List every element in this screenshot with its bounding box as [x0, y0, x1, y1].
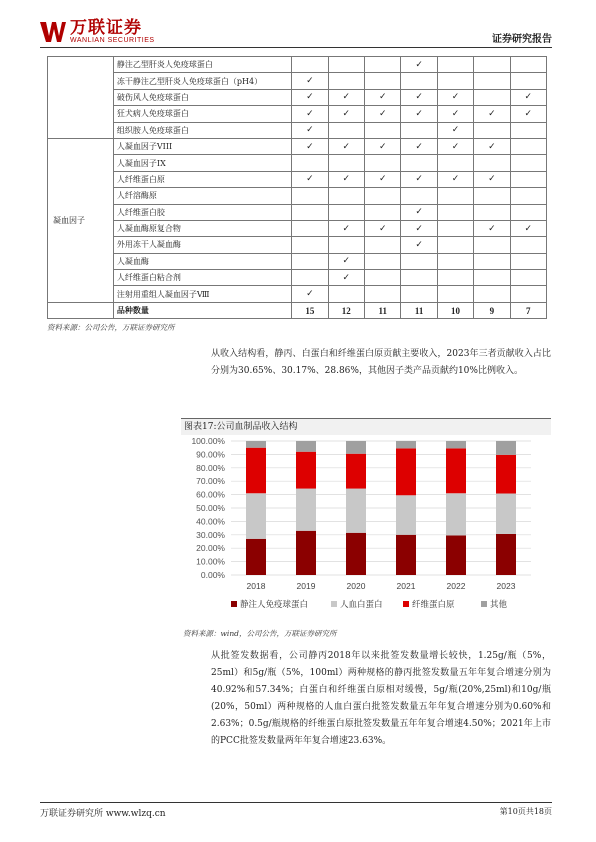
- bar-segment: [446, 493, 466, 535]
- check-cell: [401, 270, 437, 286]
- check-cell: ✓: [292, 171, 328, 187]
- check-cell: [328, 122, 364, 138]
- check-cell: [474, 188, 510, 204]
- check-cell: [510, 138, 546, 154]
- check-cell: ✓: [328, 270, 364, 286]
- check-cell: ✓: [401, 57, 437, 73]
- total-count-cell: 9: [474, 302, 510, 318]
- check-cell: [474, 237, 510, 253]
- check-cell: [365, 253, 401, 269]
- table-row: [48, 73, 547, 89]
- product-name-cell: 人凝血酶原复合物: [113, 220, 291, 236]
- check-cell: ✓: [510, 106, 546, 122]
- check-cell: [401, 155, 437, 171]
- check-cell: [510, 57, 546, 73]
- product-table: [47, 56, 547, 319]
- bar-segment: [396, 448, 416, 495]
- check-cell: [474, 122, 510, 138]
- check-cell: [474, 73, 510, 89]
- table-row: [48, 220, 547, 236]
- header-divider: [40, 47, 552, 48]
- check-cell: ✓: [328, 106, 364, 122]
- product-name-cell: 组织胺人免疫球蛋白: [113, 122, 291, 138]
- figure-title: 图表17:公司血制品收入结构: [181, 418, 551, 435]
- product-name-cell: 人凝血酶: [113, 253, 291, 269]
- check-cell: ✓: [401, 204, 437, 220]
- check-cell: ✓: [292, 122, 328, 138]
- logo-mark-icon: [40, 20, 66, 44]
- x-tick-label: 2019: [296, 581, 316, 591]
- check-cell: [510, 270, 546, 286]
- bar-segment: [446, 441, 466, 448]
- table-row: [48, 253, 547, 269]
- y-tick-label: 30.00%: [196, 529, 225, 540]
- check-cell: [328, 155, 364, 171]
- check-cell: ✓: [365, 220, 401, 236]
- y-tick-label: 80.00%: [196, 462, 225, 473]
- check-cell: [510, 237, 546, 253]
- check-cell: [510, 286, 546, 302]
- x-tick-label: 2023: [496, 581, 516, 591]
- check-cell: [365, 122, 401, 138]
- check-cell: ✓: [510, 89, 546, 105]
- table-row: [48, 155, 547, 171]
- table-row: [48, 122, 547, 138]
- report-type-label: 证券研究报告: [492, 34, 552, 45]
- table-row: [48, 270, 547, 286]
- bar-segment: [296, 441, 316, 452]
- check-cell: [365, 188, 401, 204]
- check-cell: [401, 286, 437, 302]
- check-cell: [510, 204, 546, 220]
- total-row: [48, 302, 547, 318]
- logo-en-text: WANLIAN SECURITIES: [70, 37, 155, 44]
- check-cell: [328, 57, 364, 73]
- legend-swatch: [481, 601, 487, 607]
- check-cell: ✓: [365, 89, 401, 105]
- check-cell: ✓: [401, 220, 437, 236]
- check-cell: [437, 57, 473, 73]
- check-cell: ✓: [437, 122, 473, 138]
- footer-divider: [40, 802, 552, 803]
- check-cell: ✓: [365, 138, 401, 154]
- x-tick-label: 2018: [246, 581, 266, 591]
- check-cell: [474, 204, 510, 220]
- check-cell: ✓: [437, 171, 473, 187]
- product-name-cell: 人纤维蛋白原: [113, 171, 291, 187]
- check-cell: [437, 188, 473, 204]
- check-cell: ✓: [401, 237, 437, 253]
- check-cell: [474, 270, 510, 286]
- product-name-cell: 冻干静注乙型肝炎人免疫球蛋白（pH4）: [113, 73, 291, 89]
- check-cell: [292, 253, 328, 269]
- bar-segment: [446, 535, 466, 575]
- product-name-cell: 狂犬病人免疫球蛋白: [113, 106, 291, 122]
- table-source-note: 资料来源：公司公告，万联证券研究所: [47, 323, 175, 332]
- check-cell: ✓: [365, 171, 401, 187]
- check-cell: [292, 270, 328, 286]
- group-cell: [48, 57, 114, 139]
- check-cell: [365, 237, 401, 253]
- check-cell: ✓: [437, 138, 473, 154]
- check-cell: [401, 188, 437, 204]
- check-cell: [437, 253, 473, 269]
- bar-segment: [496, 534, 516, 575]
- bar-segment: [446, 448, 466, 493]
- bar-segment: [346, 533, 366, 575]
- legend-label: 静注人免疫球蛋白: [240, 600, 309, 610]
- check-cell: [328, 73, 364, 89]
- check-cell: ✓: [474, 220, 510, 236]
- product-name-cell: 人凝血因子VIII: [113, 138, 291, 154]
- check-cell: [437, 286, 473, 302]
- y-tick-label: 40.00%: [196, 516, 225, 527]
- check-cell: [365, 270, 401, 286]
- legend-swatch: [403, 601, 409, 607]
- check-cell: [292, 237, 328, 253]
- check-cell: [365, 204, 401, 220]
- legend-label: 其他: [490, 600, 508, 610]
- page-number: 第10页共18页: [499, 807, 552, 816]
- check-cell: ✓: [474, 171, 510, 187]
- table-row: [48, 57, 547, 73]
- bar-segment: [396, 441, 416, 448]
- legend-swatch: [331, 601, 337, 607]
- total-count-cell: 15: [292, 302, 328, 318]
- bar-segment: [246, 493, 266, 539]
- total-count-cell: 12: [328, 302, 364, 318]
- check-cell: ✓: [401, 171, 437, 187]
- check-cell: [510, 253, 546, 269]
- legend-swatch: [231, 601, 237, 607]
- check-cell: [292, 155, 328, 171]
- x-tick-label: 2022: [446, 581, 466, 591]
- check-cell: [474, 253, 510, 269]
- table-row: [48, 138, 547, 154]
- check-cell: [510, 122, 546, 138]
- check-cell: [474, 155, 510, 171]
- table-row: [48, 237, 547, 253]
- y-tick-label: 50.00%: [196, 503, 225, 513]
- check-cell: ✓: [328, 171, 364, 187]
- check-cell: [510, 188, 546, 204]
- check-cell: ✓: [474, 106, 510, 122]
- total-count-cell: 7: [510, 302, 546, 318]
- group-cell: [48, 302, 114, 318]
- total-count-cell: 11: [401, 302, 437, 318]
- table-row: [48, 286, 547, 302]
- figure-source-note: 资料来源：wind，公司公告，万联证券研究所: [183, 629, 337, 638]
- bar-segment: [496, 494, 516, 534]
- check-cell: ✓: [437, 89, 473, 105]
- check-cell: [401, 73, 437, 89]
- check-cell: [365, 73, 401, 89]
- y-tick-label: 10.00%: [196, 556, 225, 567]
- revenue-structure-chart: [181, 435, 551, 620]
- table-row: [48, 106, 547, 122]
- footer-website: 万联证券研究所 www.wlzq.cn: [40, 809, 166, 819]
- legend-label: 纤维蛋白原: [412, 600, 455, 610]
- check-cell: [437, 155, 473, 171]
- bar-segment: [246, 539, 266, 575]
- bar-segment: [296, 489, 316, 531]
- check-cell: ✓: [292, 286, 328, 302]
- check-cell: [292, 57, 328, 73]
- check-cell: [401, 253, 437, 269]
- check-cell: ✓: [292, 73, 328, 89]
- check-cell: [474, 286, 510, 302]
- bar-segment: [246, 448, 266, 494]
- check-cell: [328, 204, 364, 220]
- logo-cn-text: 万联证券: [70, 18, 142, 38]
- product-name-cell: 人纤维蛋白粘合剂: [113, 270, 291, 286]
- product-name-cell: 人纤维蛋白胶: [113, 204, 291, 220]
- check-cell: ✓: [292, 89, 328, 105]
- table-row: [48, 188, 547, 204]
- x-tick-label: 2020: [346, 581, 366, 591]
- check-cell: ✓: [292, 106, 328, 122]
- check-cell: [365, 286, 401, 302]
- check-cell: ✓: [292, 138, 328, 154]
- bar-segment: [396, 495, 416, 535]
- bar-segment: [346, 441, 366, 454]
- bar-segment: [346, 489, 366, 533]
- check-cell: [365, 57, 401, 73]
- check-cell: [401, 122, 437, 138]
- check-cell: ✓: [437, 106, 473, 122]
- check-cell: [437, 73, 473, 89]
- check-cell: [328, 188, 364, 204]
- company-logo: [40, 20, 155, 44]
- bar-segment: [246, 441, 266, 448]
- x-tick-label: 2021: [396, 581, 416, 591]
- product-name-cell: 人凝血因子IX: [113, 155, 291, 171]
- check-cell: ✓: [474, 138, 510, 154]
- check-cell: [437, 270, 473, 286]
- check-cell: [510, 73, 546, 89]
- check-cell: [510, 155, 546, 171]
- check-cell: ✓: [328, 89, 364, 105]
- table-row: [48, 204, 547, 220]
- bar-segment: [496, 441, 516, 455]
- check-cell: [437, 237, 473, 253]
- product-name-cell: 静注乙型肝炎人免疫球蛋白: [113, 57, 291, 73]
- check-cell: [474, 89, 510, 105]
- y-tick-label: 70.00%: [196, 476, 225, 487]
- check-cell: ✓: [401, 106, 437, 122]
- bar-segment: [296, 531, 316, 575]
- bar-segment: [346, 454, 366, 489]
- check-cell: ✓: [510, 220, 546, 236]
- check-cell: [292, 188, 328, 204]
- table-row: [48, 171, 547, 187]
- product-name-cell: 破伤风人免疫球蛋白: [113, 89, 291, 105]
- y-tick-label: 100.00%: [191, 436, 225, 446]
- check-cell: ✓: [365, 106, 401, 122]
- check-cell: ✓: [328, 253, 364, 269]
- product-name-cell: 人纤溶酶原: [113, 188, 291, 204]
- group-cell: 凝血因子: [48, 138, 114, 302]
- total-count-cell: 10: [437, 302, 473, 318]
- y-tick-label: 0.00%: [200, 570, 225, 580]
- check-cell: [328, 286, 364, 302]
- check-cell: [437, 220, 473, 236]
- revenue-structure-paragraph: 从收入结构看，静丙、白蛋白和纤维蛋白原贡献主要收入，2023年三者贡献收入占比分别为30.65%、30.17%、28.86%，其他因子类产品贡献约10%比例收入。: [211, 349, 551, 376]
- check-cell: [510, 171, 546, 187]
- check-cell: ✓: [401, 89, 437, 105]
- total-label: 品种数量: [113, 302, 291, 318]
- y-tick-label: 20.00%: [196, 543, 225, 554]
- bar-segment: [296, 452, 316, 489]
- check-cell: [292, 220, 328, 236]
- y-tick-label: 90.00%: [196, 449, 225, 460]
- bar-segment: [496, 455, 516, 494]
- legend-label: 人血白蛋白: [340, 600, 383, 610]
- total-count-cell: 11: [365, 302, 401, 318]
- check-cell: [474, 57, 510, 73]
- y-tick-label: 60.00%: [196, 489, 225, 500]
- batch-release-paragraph: 从批签发数据看，公司静丙2018年以来批签发数量增长较快，1.25g/瓶（5%，25ml）和5g/瓶（5%，100ml）两种规格的静丙批签发数量五年年复合增速分别为40.92%和57.34%；白蛋白和纤维蛋白原相对缓慢，5g/瓶(20%,25ml)和10g/瓶(20%，50ml）两种规格的人血白蛋白批签发数量五年年复合增速分别为0.60%和2.63%；0.5g/瓶规格的纤维蛋白原批签发数量五年年复合增速4.50%；2021年上市的PCC批签发数量两年年复合增速23.63%。: [211, 651, 551, 746]
- product-name-cell: 外用冻干人凝血酶: [113, 237, 291, 253]
- check-cell: [437, 204, 473, 220]
- check-cell: [365, 155, 401, 171]
- product-name-cell: 注射用重组人凝血因子Ⅷ: [113, 286, 291, 302]
- table-row: [48, 89, 547, 105]
- check-cell: [292, 204, 328, 220]
- check-cell: ✓: [328, 138, 364, 154]
- check-cell: ✓: [328, 220, 364, 236]
- check-cell: [328, 237, 364, 253]
- bar-segment: [396, 535, 416, 575]
- check-cell: ✓: [401, 138, 437, 154]
